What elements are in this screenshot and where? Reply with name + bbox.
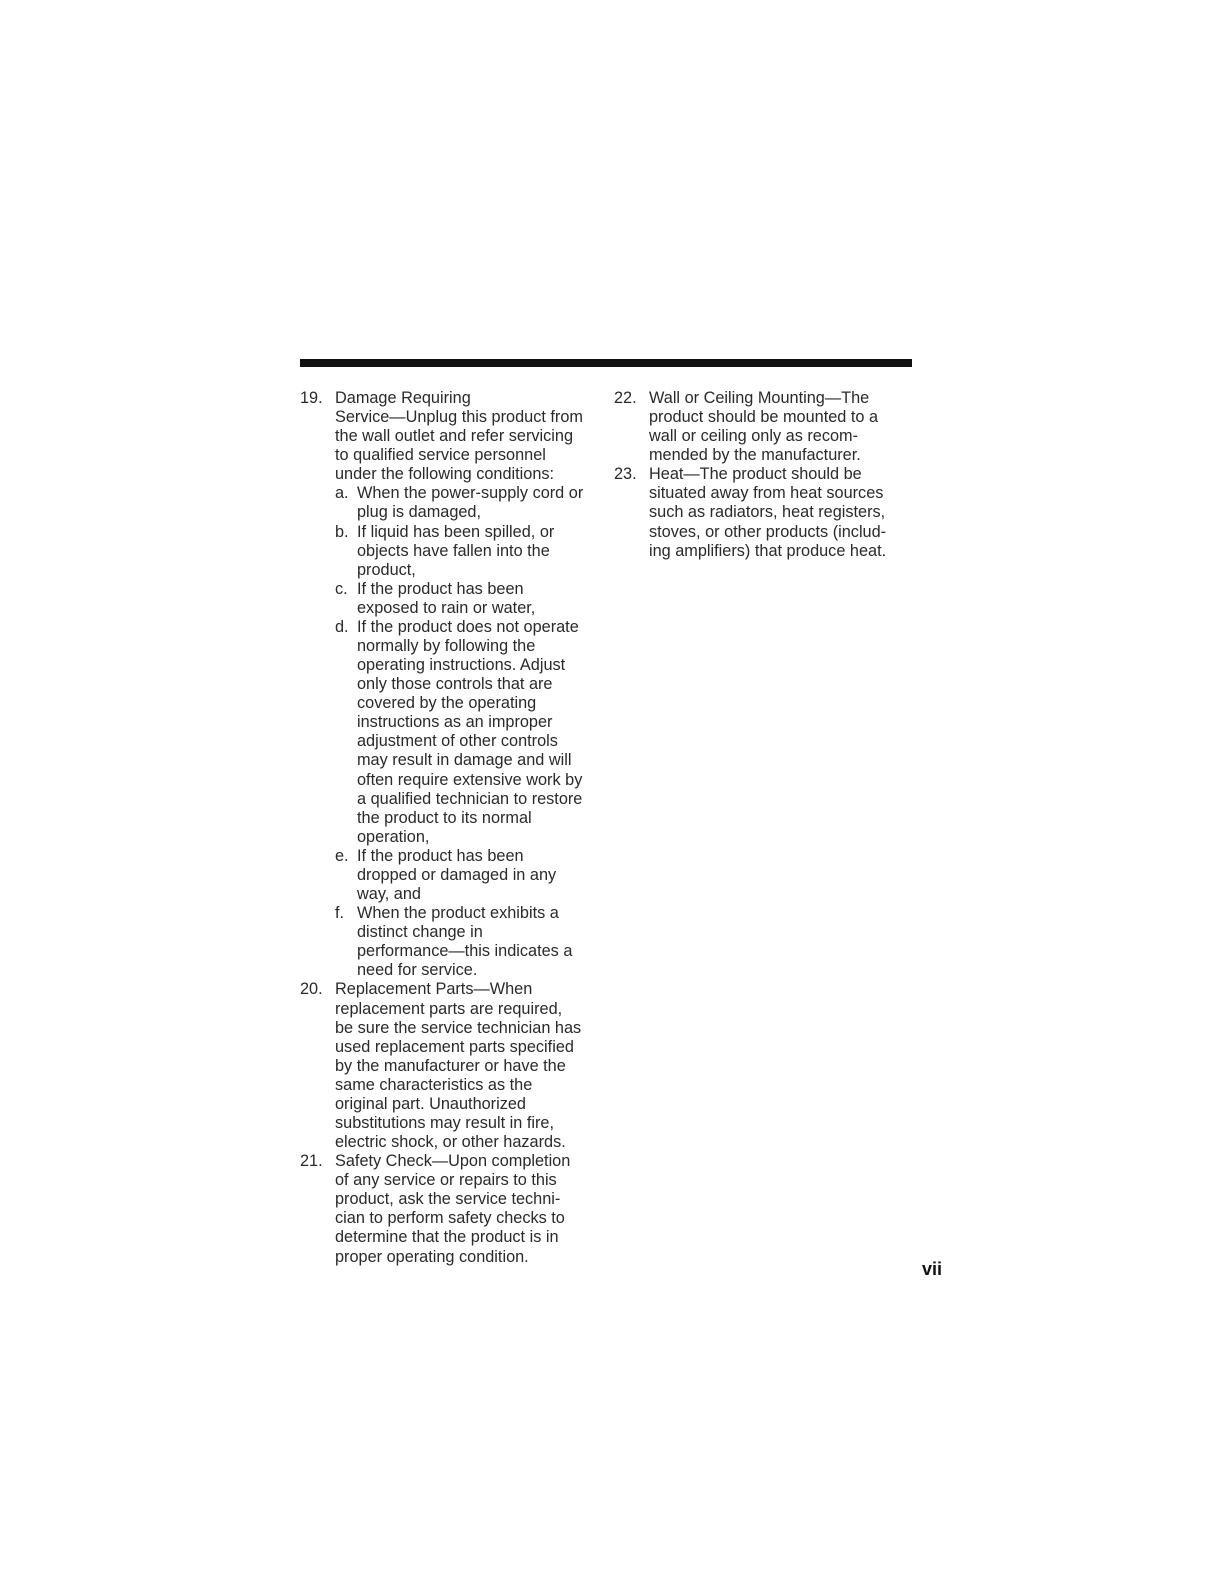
item-22 bbox=[614, 389, 914, 465]
subitem-text-line: need for service. bbox=[357, 961, 478, 980]
subitem-e bbox=[335, 847, 610, 904]
subitem-f bbox=[335, 904, 610, 980]
subitem-b bbox=[335, 523, 610, 580]
subitem-text-line: distinct change in bbox=[357, 923, 483, 942]
item-text-line: the wall outlet and refer servicing bbox=[335, 427, 574, 446]
left-column bbox=[300, 389, 610, 1267]
item-text-line: such as radiators, heat registers, bbox=[649, 503, 886, 522]
subitem-letter: c. bbox=[335, 579, 348, 598]
item-number: 20. bbox=[300, 980, 323, 999]
subitem-letter: d. bbox=[335, 617, 349, 636]
subitem-text-line: often require extensive work by bbox=[357, 770, 583, 789]
subitem-text-line: product, bbox=[357, 560, 416, 579]
subitem-a bbox=[335, 484, 610, 522]
subitem-text-line: normally by following the bbox=[357, 637, 536, 656]
item-text-line: situated away from heat sources bbox=[649, 484, 884, 503]
item-text-line: Replacement Parts—When bbox=[335, 980, 533, 999]
item-text-line: by the manufacturer or have the bbox=[335, 1056, 566, 1075]
item-text-line: under the following conditions: bbox=[335, 465, 555, 484]
subitem-text-line: a qualified technician to restore bbox=[357, 789, 583, 808]
subitem-text-line: performance—this indicates a bbox=[357, 942, 573, 961]
item-text-line: replacement parts are required, bbox=[335, 999, 563, 1018]
subitem-text-line: only those controls that are bbox=[357, 675, 553, 694]
subitem-text-line: If liquid has been spilled, or bbox=[357, 522, 555, 541]
subitem-text-line: If the product does not operate bbox=[357, 617, 579, 636]
subitem-text-line: exposed to rain or water, bbox=[357, 598, 536, 617]
item-text-line: ing amplifiers) that produce heat. bbox=[649, 541, 887, 560]
subitem-text-line: When the power-supply cord or bbox=[357, 484, 584, 503]
subitem-text-line: adjustment of other controls bbox=[357, 732, 558, 751]
item-text-line: to qualified service personnel bbox=[335, 446, 546, 465]
item-text-line: electric shock, or other hazards. bbox=[335, 1133, 566, 1152]
subitem-letter: e. bbox=[335, 846, 349, 865]
subitem-text-line: operating instructions. Adjust bbox=[357, 656, 566, 675]
item-text-line: cian to perform safety checks to bbox=[335, 1209, 565, 1228]
item-text-line: product, ask the service techni- bbox=[335, 1190, 561, 1209]
item-23 bbox=[614, 465, 914, 560]
subitem-d bbox=[335, 618, 610, 847]
item-text-line: mended by the manufacturer. bbox=[649, 446, 861, 465]
item-text-line: Safety Check—Upon completion bbox=[335, 1152, 571, 1171]
item-number: 22. bbox=[614, 389, 637, 407]
item-number: 21. bbox=[300, 1152, 323, 1171]
subitem-text-line: may result in damage and will bbox=[357, 751, 572, 770]
item-text-line: Damage Requiring bbox=[335, 389, 471, 407]
item-text-line: wall or ceiling only as recom- bbox=[649, 427, 859, 446]
subitem-text-line: objects have fallen into the bbox=[357, 541, 550, 560]
subitem-text-line: When the product exhibits a bbox=[357, 904, 559, 923]
subitem-text-line: If the product has been bbox=[357, 846, 524, 865]
subitem-text-line: instructions as an improper bbox=[357, 713, 553, 732]
item-text-line: substitutions may result in fire, bbox=[335, 1113, 554, 1132]
subitem-text-line: covered by the operating bbox=[357, 694, 537, 713]
top-rule bbox=[300, 359, 912, 367]
item-text-line: Service—Unplug this product from bbox=[335, 408, 583, 427]
item-20 bbox=[300, 980, 610, 1152]
subitem-text-line: plug is damaged, bbox=[357, 503, 482, 522]
item-text-line: determine that the product is in bbox=[335, 1228, 559, 1247]
item-text-line: original part. Unauthorized bbox=[335, 1094, 526, 1113]
page-number: vii bbox=[922, 1259, 943, 1279]
subitem-text-line: the product to its normal bbox=[357, 808, 532, 827]
item-21 bbox=[300, 1152, 610, 1266]
item-number: 23. bbox=[614, 465, 637, 484]
item-text-line: of any service or repairs to this bbox=[335, 1171, 557, 1190]
item-text-line: product should be mounted to a bbox=[649, 408, 879, 427]
item-text-line: proper operating condition. bbox=[335, 1247, 529, 1266]
subitem-text-line: If the product has been bbox=[357, 579, 524, 598]
subitem-text-line: dropped or damaged in any bbox=[357, 865, 557, 884]
right-column bbox=[614, 389, 914, 561]
item-19 bbox=[300, 389, 610, 980]
subitem-text-line: way, and bbox=[357, 885, 421, 904]
item-text-line: Heat—The product should be bbox=[649, 465, 862, 484]
item-text-line: be sure the service technician has bbox=[335, 1018, 582, 1037]
item-text-line: used replacement parts specified bbox=[335, 1037, 574, 1056]
item-text-line: stoves, or other products (includ- bbox=[649, 522, 887, 541]
subitem-letter: f. bbox=[335, 904, 345, 923]
subitem-text-line: operation, bbox=[357, 827, 430, 846]
item-number: 19. bbox=[300, 389, 323, 407]
subitem-c bbox=[335, 580, 610, 618]
item-text-line: same characteristics as the bbox=[335, 1075, 533, 1094]
item-text-line: Wall or Ceiling Mounting—The bbox=[649, 389, 870, 407]
subitem-letter: b. bbox=[335, 522, 349, 541]
subitem-letter: a. bbox=[335, 484, 349, 503]
